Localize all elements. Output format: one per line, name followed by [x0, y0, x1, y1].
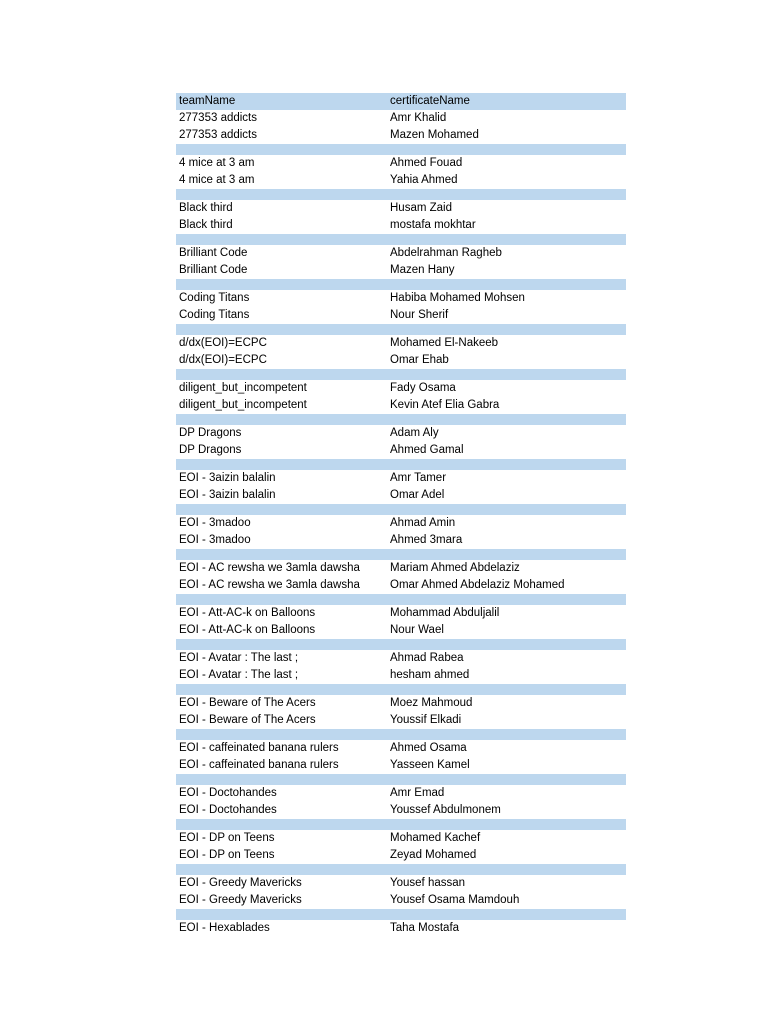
- team-name-cell[interactable]: Brilliant Code: [179, 246, 248, 259]
- table-row: [176, 830, 626, 847]
- certificate-name-cell[interactable]: Mazen Mohamed: [390, 128, 479, 141]
- team-name-cell[interactable]: DP Dragons: [179, 426, 242, 439]
- table-row: [176, 262, 626, 279]
- team-name-cell[interactable]: EOI - Att-AC-k on Balloons: [179, 606, 316, 619]
- certificate-name-cell[interactable]: Fady Osama: [390, 381, 456, 394]
- certificate-name-cell[interactable]: Amr Khalid: [390, 111, 447, 124]
- certificate-name-cell[interactable]: Yousef Osama Mamdouh: [390, 893, 520, 906]
- spreadsheet-table: [176, 93, 626, 937]
- team-name-cell[interactable]: EOI - caffeinated banana rulers: [179, 741, 339, 754]
- table-row: [176, 425, 626, 442]
- table-row: [176, 172, 626, 189]
- team-name-cell[interactable]: diligent_but_incompetent: [179, 398, 307, 411]
- table-row: [176, 577, 626, 594]
- table-row: [176, 335, 626, 352]
- certificate-name-cell[interactable]: Nour Sherif: [390, 308, 449, 321]
- table-row: [176, 245, 626, 262]
- table-row: [176, 155, 626, 172]
- certificate-name-cell[interactable]: Taha Mostafa: [390, 921, 460, 934]
- table-row: [176, 515, 626, 532]
- team-name-cell[interactable]: EOI - Avatar : The last ;: [179, 651, 299, 664]
- team-name-cell[interactable]: EOI - DP on Teens: [179, 848, 275, 861]
- certificate-name-cell[interactable]: Yahia Ahmed: [390, 173, 458, 186]
- group-separator-row: [176, 819, 626, 830]
- certificate-name-cell[interactable]: Youssef Abdulmonem: [390, 803, 501, 816]
- certificate-name-cell[interactable]: Youssif Elkadi: [390, 713, 462, 726]
- certificate-name-cell[interactable]: Omar Ehab: [390, 353, 449, 366]
- group-separator-row: [176, 279, 626, 290]
- team-name-cell[interactable]: 4 mice at 3 am: [179, 173, 255, 186]
- table-row: [176, 110, 626, 127]
- table-row: [176, 470, 626, 487]
- team-name-cell[interactable]: d/dx(EOI)=ECPC: [179, 353, 267, 366]
- team-name-cell[interactable]: EOI - Greedy Mavericks: [179, 876, 302, 889]
- team-name-cell[interactable]: EOI - AC rewsha we 3amla dawsha: [179, 561, 360, 574]
- group-separator-row: [176, 234, 626, 245]
- certificate-name-cell[interactable]: Mazen Hany: [390, 263, 455, 276]
- table-row: [176, 875, 626, 892]
- certificate-name-cell[interactable]: Husam Zaid: [390, 201, 452, 214]
- table-row: [176, 785, 626, 802]
- team-name-cell[interactable]: 277353 addicts: [179, 111, 258, 124]
- team-name-cell[interactable]: EOI - 3madoo: [179, 533, 251, 546]
- group-separator-row: [176, 639, 626, 650]
- certificate-name-cell[interactable]: Amr Emad: [390, 786, 445, 799]
- certificate-name-cell[interactable]: hesham ahmed: [390, 668, 470, 681]
- team-name-cell[interactable]: Coding Titans: [179, 308, 250, 321]
- table-row: [176, 560, 626, 577]
- team-name-cell[interactable]: EOI - Hexablades: [179, 921, 270, 934]
- table-row: [176, 200, 626, 217]
- team-name-cell[interactable]: EOI - Beware of The Acers: [179, 696, 316, 709]
- certificate-name-cell[interactable]: Mohamed El-Nakeeb: [390, 336, 499, 349]
- team-name-cell[interactable]: Black third: [179, 201, 233, 214]
- certificate-name-cell[interactable]: Adam Aly: [390, 426, 439, 439]
- team-name-cell[interactable]: diligent_but_incompetent: [179, 381, 307, 394]
- certificate-name-cell[interactable]: Ahmed 3mara: [390, 533, 463, 546]
- certificate-name-cell[interactable]: Mohamed Kachef: [390, 831, 481, 844]
- table-row: [176, 487, 626, 504]
- group-separator-row: [176, 189, 626, 200]
- group-separator-row: [176, 144, 626, 155]
- team-name-cell[interactable]: EOI - Doctohandes: [179, 786, 277, 799]
- certificate-name-cell[interactable]: Omar Ahmed Abdelaziz Mohamed: [390, 578, 565, 591]
- column-header-team-name[interactable]: teamName: [179, 94, 236, 107]
- table-row: [176, 802, 626, 819]
- certificate-name-cell[interactable]: Abdelrahman Ragheb: [390, 246, 502, 259]
- team-name-cell[interactable]: EOI - Greedy Mavericks: [179, 893, 302, 906]
- group-separator-row: [176, 729, 626, 740]
- table-row: [176, 650, 626, 667]
- certificate-name-cell[interactable]: Nour Wael: [390, 623, 444, 636]
- table-row: [176, 847, 626, 864]
- certificate-name-cell[interactable]: Ahmed Osama: [390, 741, 467, 754]
- certificate-name-cell[interactable]: Omar Adel: [390, 488, 445, 501]
- table-row: [176, 442, 626, 459]
- team-name-cell[interactable]: 277353 addicts: [179, 128, 258, 141]
- table-row: [176, 667, 626, 684]
- certificate-name-cell[interactable]: Moez Mahmoud: [390, 696, 473, 709]
- team-name-cell[interactable]: EOI - Doctohandes: [179, 803, 277, 816]
- certificate-name-cell[interactable]: Ahmad Amin: [390, 516, 456, 529]
- table-row: [176, 307, 626, 324]
- group-separator-row: [176, 324, 626, 335]
- team-name-cell[interactable]: EOI - 3madoo: [179, 516, 251, 529]
- certificate-name-cell[interactable]: Mohammad Abduljalil: [390, 606, 500, 619]
- table-row: [176, 532, 626, 549]
- team-name-cell[interactable]: EOI - 3aizin balalin: [179, 471, 276, 484]
- certificate-name-cell[interactable]: Ahmed Gamal: [390, 443, 464, 456]
- group-separator-row: [176, 774, 626, 785]
- group-separator-row: [176, 909, 626, 920]
- team-name-cell[interactable]: Brilliant Code: [179, 263, 248, 276]
- table-row: [176, 352, 626, 369]
- team-name-cell[interactable]: EOI - Beware of The Acers: [179, 713, 316, 726]
- table-row: [176, 217, 626, 234]
- column-header-certificate-name[interactable]: certificateName: [390, 94, 470, 107]
- certificate-name-cell[interactable]: Habiba Mohamed Mohsen: [390, 291, 525, 304]
- table-row: [176, 920, 626, 937]
- group-separator-row: [176, 504, 626, 515]
- certificate-name-cell[interactable]: Ahmad Rabea: [390, 651, 464, 664]
- table-row: [176, 605, 626, 622]
- team-name-cell[interactable]: EOI - caffeinated banana rulers: [179, 758, 339, 771]
- table-row: [176, 127, 626, 144]
- group-separator-row: [176, 369, 626, 380]
- team-name-cell[interactable]: 4 mice at 3 am: [179, 156, 255, 169]
- table-body: [176, 110, 626, 937]
- group-separator-row: [176, 459, 626, 470]
- team-name-cell[interactable]: Black third: [179, 218, 233, 231]
- table-row: [176, 622, 626, 639]
- group-separator-row: [176, 864, 626, 875]
- table-row: [176, 397, 626, 414]
- group-separator-row: [176, 549, 626, 560]
- team-name-cell[interactable]: d/dx(EOI)=ECPC: [179, 336, 267, 349]
- table-row: [176, 290, 626, 307]
- certificate-name-cell[interactable]: mostafa mokhtar: [390, 218, 476, 231]
- team-name-cell[interactable]: EOI - DP on Teens: [179, 831, 275, 844]
- table-row: [176, 695, 626, 712]
- certificate-name-cell[interactable]: Mariam Ahmed Abdelaziz: [390, 561, 520, 574]
- certificate-name-cell[interactable]: Yasseen Kamel: [390, 758, 470, 771]
- table-row: [176, 892, 626, 909]
- certificate-name-cell[interactable]: Yousef hassan: [390, 876, 466, 889]
- table-row: [176, 757, 626, 774]
- certificate-name-cell[interactable]: Amr Tamer: [390, 471, 447, 484]
- group-separator-row: [176, 594, 626, 605]
- team-name-cell[interactable]: EOI - 3aizin balalin: [179, 488, 276, 501]
- table-row: [176, 740, 626, 757]
- team-name-cell[interactable]: EOI - AC rewsha we 3amla dawsha: [179, 578, 360, 591]
- team-name-cell[interactable]: EOI - Att-AC-k on Balloons: [179, 623, 316, 636]
- team-name-cell[interactable]: DP Dragons: [179, 443, 242, 456]
- certificate-name-cell[interactable]: Kevin Atef Elia Gabra: [390, 398, 500, 411]
- table-row: [176, 380, 626, 397]
- table-row: [176, 712, 626, 729]
- group-separator-row: [176, 414, 626, 425]
- group-separator-row: [176, 684, 626, 695]
- table-header-row: [176, 93, 626, 110]
- team-name-cell[interactable]: Coding Titans: [179, 291, 250, 304]
- certificate-name-cell[interactable]: Ahmed Fouad: [390, 156, 463, 169]
- team-name-cell[interactable]: EOI - Avatar : The last ;: [179, 668, 299, 681]
- certificate-name-cell[interactable]: Zeyad Mohamed: [390, 848, 477, 861]
